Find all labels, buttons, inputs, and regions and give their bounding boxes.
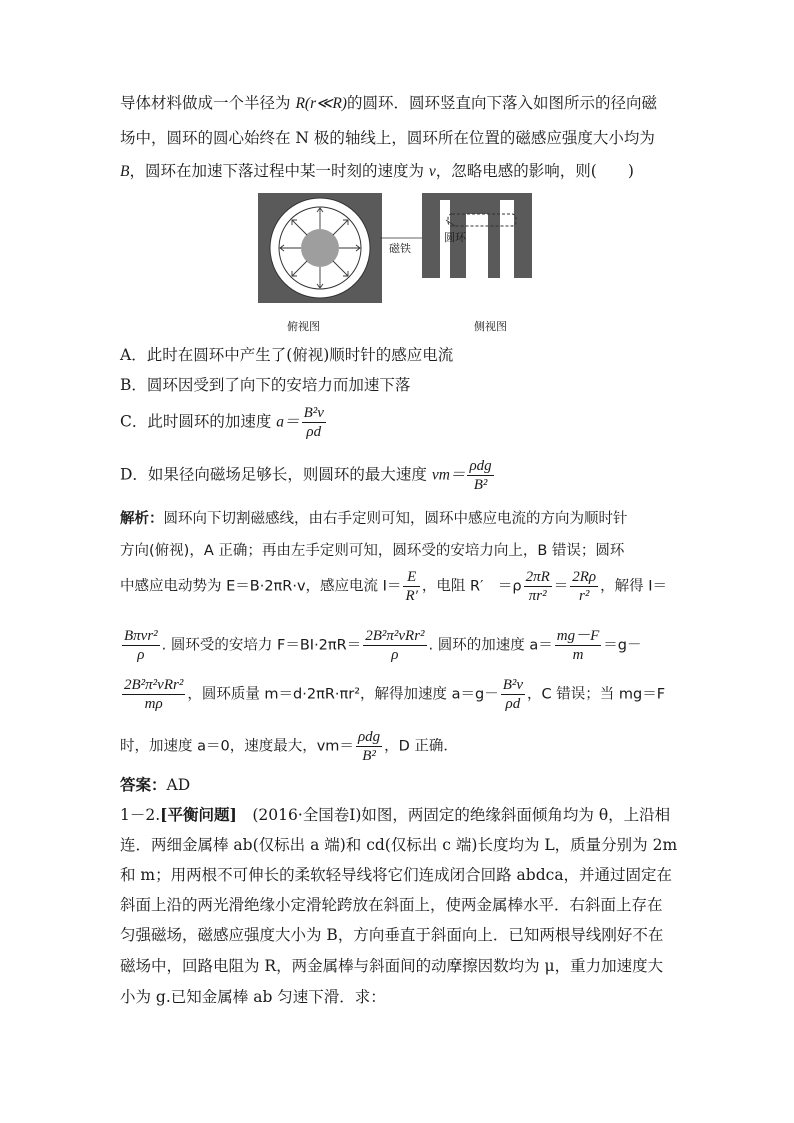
- velocity-symbol: v: [428, 163, 436, 180]
- option-c-fraction: [302, 404, 326, 441]
- problem-text: 和 m；用两根不可伸长的柔软轻导线将它们连成闭合回路 abdca，并通过固定在: [120, 866, 673, 884]
- option-a: [120, 345, 453, 365]
- frac-num: mg－F: [556, 628, 600, 644]
- solution-line-4: [120, 627, 641, 664]
- solution-line-6: [120, 728, 458, 765]
- intro-text: ，圆环在加速下落过程中某一时刻的速度为: [129, 162, 429, 180]
- frac-den: mρ: [144, 696, 163, 712]
- solution-text: ＝g－: [603, 637, 642, 654]
- problem2-line-7: [120, 987, 386, 1007]
- solution-text: ＝: [553, 578, 569, 595]
- frac-num: 2B²π²vRr²: [124, 677, 184, 693]
- problem-text: 连．两细金属棒 ab(仅标出 a 端)和 cd(仅标出 c 端)长度均为 L，质量分别为 2m: [120, 836, 678, 854]
- solution-line-3: [120, 568, 667, 605]
- solution-line-5: [120, 676, 665, 713]
- solution-line-1: [120, 509, 628, 529]
- frac-num: 2πR: [525, 569, 550, 585]
- intro-text: 场中，圆环的圆心始终在 N 极的轴线上，圆环所在位置的磁感应强度大小均为: [120, 129, 655, 147]
- problem-number: 1－2.: [120, 806, 161, 824]
- problem2-line-1: [120, 805, 670, 825]
- option-d: [120, 457, 496, 494]
- option-d-lhs: vm＝: [431, 466, 466, 484]
- fraction-acc-term: [122, 676, 185, 713]
- solution-text: ，圆环质量 m＝d·2πR·πr²，解得加速度 a＝g－: [187, 686, 499, 703]
- fraction-acceleration: [555, 627, 602, 664]
- option-c-lhs: a＝: [276, 413, 300, 431]
- answer-line: [120, 775, 190, 795]
- fraction-resistance-simplified: [570, 568, 598, 605]
- frac-den: ρ: [391, 647, 399, 663]
- frac-den: ρd: [505, 696, 521, 712]
- side-view-magnet: [422, 193, 532, 278]
- fraction-max-speed: [356, 728, 382, 765]
- solution-label: 解析：: [120, 511, 164, 527]
- intro-text: 导体材料做成一个半径为: [120, 94, 296, 112]
- problem-text: 匀强磁场，磁感应强度大小为 B，方向垂直于斜面向上．已知两根导线刚好不在: [120, 926, 664, 944]
- frac-den: r²: [579, 588, 590, 604]
- label-magnet: 磁铁: [389, 242, 411, 255]
- caption-side-view: 侧视图: [474, 320, 507, 333]
- frac-num: 2Rρ: [572, 569, 597, 585]
- option-c-text: C．此时圆环的加速度: [120, 412, 277, 431]
- option-b: [120, 375, 410, 395]
- frac-den: R′: [405, 588, 418, 604]
- frac-num: ρdg: [469, 458, 492, 474]
- problem-text: (2016·全国卷Ⅰ)如图，两固定的绝缘斜面倾角均为 θ，上沿相: [236, 806, 671, 824]
- intro-line-3: [120, 161, 634, 182]
- frac-num: B²v: [502, 677, 524, 693]
- problem2-line-2: [120, 835, 677, 855]
- label-ring: 圆环: [444, 231, 466, 244]
- problem-text: 小为 g.已知金属棒 ab 匀速下滑．求：: [120, 988, 386, 1006]
- frac-num: 2B²π²vRr²: [365, 628, 425, 644]
- solution-text: 圆环向下切割磁感线，由右手定则可知，圆环中感应电流的方向为顺时针: [163, 511, 628, 527]
- answer-label: 答案：: [120, 775, 167, 794]
- solution-text: 方向(俯视)，A 正确；再由左手定则可知，圆环受的安培力向上，B 错误；圆环: [120, 543, 625, 559]
- frac-den: πr²: [528, 588, 547, 604]
- solution-text: ，电阻 R′ ＝ρ: [421, 578, 522, 595]
- frac-den: B²: [473, 477, 488, 493]
- intro-line-1: [120, 93, 657, 114]
- frac-den: ρd: [306, 424, 322, 440]
- frac-den: ρ: [137, 647, 145, 663]
- problem2-line-3: [120, 865, 672, 885]
- problem2-line-5: [120, 925, 663, 945]
- fraction-current: [122, 627, 160, 664]
- solution-text: . 圆环受的安培力 F＝BI·2πR＝: [161, 637, 362, 654]
- fraction-acc-result: [501, 676, 525, 713]
- intro-text: 的圆环．圆环竖直向下落入如图所示的径向磁: [346, 94, 657, 112]
- option-a-text: A．此时在圆环中产生了(俯视)顺时针的感应电流: [120, 346, 454, 364]
- frac-den: B²: [362, 748, 376, 764]
- problem-text: 磁场中，回路电阻为 R，两金属棒与斜面间的动摩擦因数均为 μ，重力加速度大: [120, 957, 664, 975]
- frac-den: m: [572, 647, 584, 663]
- problem2-line-6: [120, 956, 663, 976]
- problem-text: 斜面上沿的两光滑绝缘小定滑轮跨放在斜面上，使两金属棒水平．右斜面上存在: [120, 896, 663, 914]
- solution-text: 时，加速度 a＝0，速度最大，vm＝: [120, 738, 354, 755]
- field-symbol: B: [120, 163, 130, 180]
- option-b-text: B．圆环因受到了向下的安培力而加速下落: [120, 376, 411, 394]
- option-d-fraction: [467, 457, 493, 494]
- solution-text: ，D 正确．: [384, 738, 458, 755]
- fraction-resistance: [524, 568, 552, 605]
- frac-num: B²v: [303, 405, 324, 421]
- fraction-force: [363, 627, 426, 664]
- fraction-e-over-r: [403, 568, 419, 605]
- radius-symbol: R: [295, 95, 305, 112]
- option-c: [120, 404, 328, 441]
- option-d-text: D．如果径向磁场足够长，则圆环的最大速度: [120, 465, 432, 484]
- solution-line-2: [120, 541, 624, 561]
- solution-text: . 圆环的加速度 a＝: [428, 637, 553, 654]
- radius-condition: (r≪R): [304, 95, 347, 112]
- intro-line-2: [120, 128, 655, 148]
- solution-text: ，解得 I＝: [600, 578, 668, 595]
- frac-num: Bπvr²: [124, 628, 158, 644]
- frac-num: E: [403, 568, 419, 587]
- answer-value: AD: [166, 776, 191, 794]
- solution-text: 中感应电动势为 E＝B·2πR·v，感应电流 I＝: [120, 578, 402, 595]
- caption-top-view: 俯视图: [287, 320, 320, 333]
- problem-tag: [平衡问题]: [160, 805, 237, 824]
- problem2-line-4: [120, 895, 663, 915]
- solution-text: ，C 错误；当 mg＝F: [527, 686, 666, 703]
- intro-text: ，忽略电感的影响，则( ): [435, 162, 634, 180]
- frac-num: ρdg: [357, 729, 381, 745]
